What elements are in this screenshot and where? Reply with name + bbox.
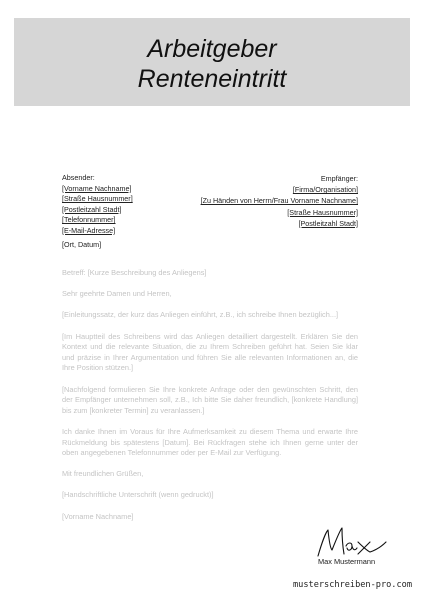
regards: Mit freundlichen Grüßen, [62, 469, 144, 479]
title-line-2: Renteneintritt [137, 65, 287, 93]
intro-paragraph: [Einleitungssatz, der kurz das Anliegen einführt, z.B., ich schreibe Ihnen bezüglich...] [62, 310, 339, 320]
sender-city: [Postleitzahl Stadt] [62, 204, 122, 214]
salutation: Sehr geehrte Damen und Herren, [62, 289, 172, 299]
letter-body [62, 268, 358, 533]
main-paragraph: [Im Hauptteil des Schreibens wird das Anliegen detailliert dargestellt. Erklären Sie den Kontext und die relevante Situation, die zu Ihrem Schreiben geführt hat. Seien Sie klar und präzise in Ihrer Argumentation und führen Sie alle relevanten Informationen an, die Ihre Position stützen.] [62, 331, 358, 373]
request-paragraph: [Nachfolgend formulieren Sie Ihre konkrete Anfrage oder den gewünschten Schritt, den der Empfänger unternehmen soll, z.B., Ich bitte Sie daher freundlich, [konkrete Handlung] bis zum [konkreter Termin] zu veranlassen.] [62, 384, 358, 415]
sender-name: [Vorname Nachname] [62, 183, 132, 193]
sender-street: [Straße Hausnummer] [62, 194, 133, 204]
footer-site: musterschreiben-pro.com [293, 580, 412, 590]
recipient-company: [Firma/Organisation] [292, 185, 358, 195]
sender-block [62, 173, 133, 237]
subject-line: Betreff: [Kurze Beschreibung des Anliegens] [62, 268, 207, 277]
document-header [14, 18, 410, 106]
recipient-label: Empfänger: [320, 174, 358, 183]
signature-hint: [Handschriftliche Unterschrift (wenn gedruckt)] [62, 490, 214, 500]
sender-email: [E-Mail-Adresse] [62, 225, 116, 235]
signature-name: Max Mustermann [318, 557, 376, 566]
sender-label: Absender: [62, 173, 95, 182]
title-line-1: Arbeitgeber [147, 35, 277, 63]
closing-paragraph: Ich danke Ihnen im Voraus für Ihre Aufmerksamkeit zu diesem Thema und erwarte Ihre Rückmeldung bis spätestens [Datum]. Bei Rückfragen stehe ich Ihnen gerne unter der oben angegebenen Telefonnummer oder per E-Mail zur Verfügung. [62, 426, 358, 458]
recipient-street: [Straße Hausnummer] [287, 207, 358, 217]
recipient-city: [Postleitzahl Stadt] [298, 218, 358, 228]
recipient-block [201, 173, 358, 229]
sender-phone: [Telefonnummer] [62, 215, 116, 225]
letter-date: [Ort, Datum] [62, 240, 102, 249]
recipient-attention: [Zu Händen von Herrn/Frau Vorname Nachname] [200, 196, 358, 206]
name-hint: [Vorname Nachname] [62, 511, 134, 521]
